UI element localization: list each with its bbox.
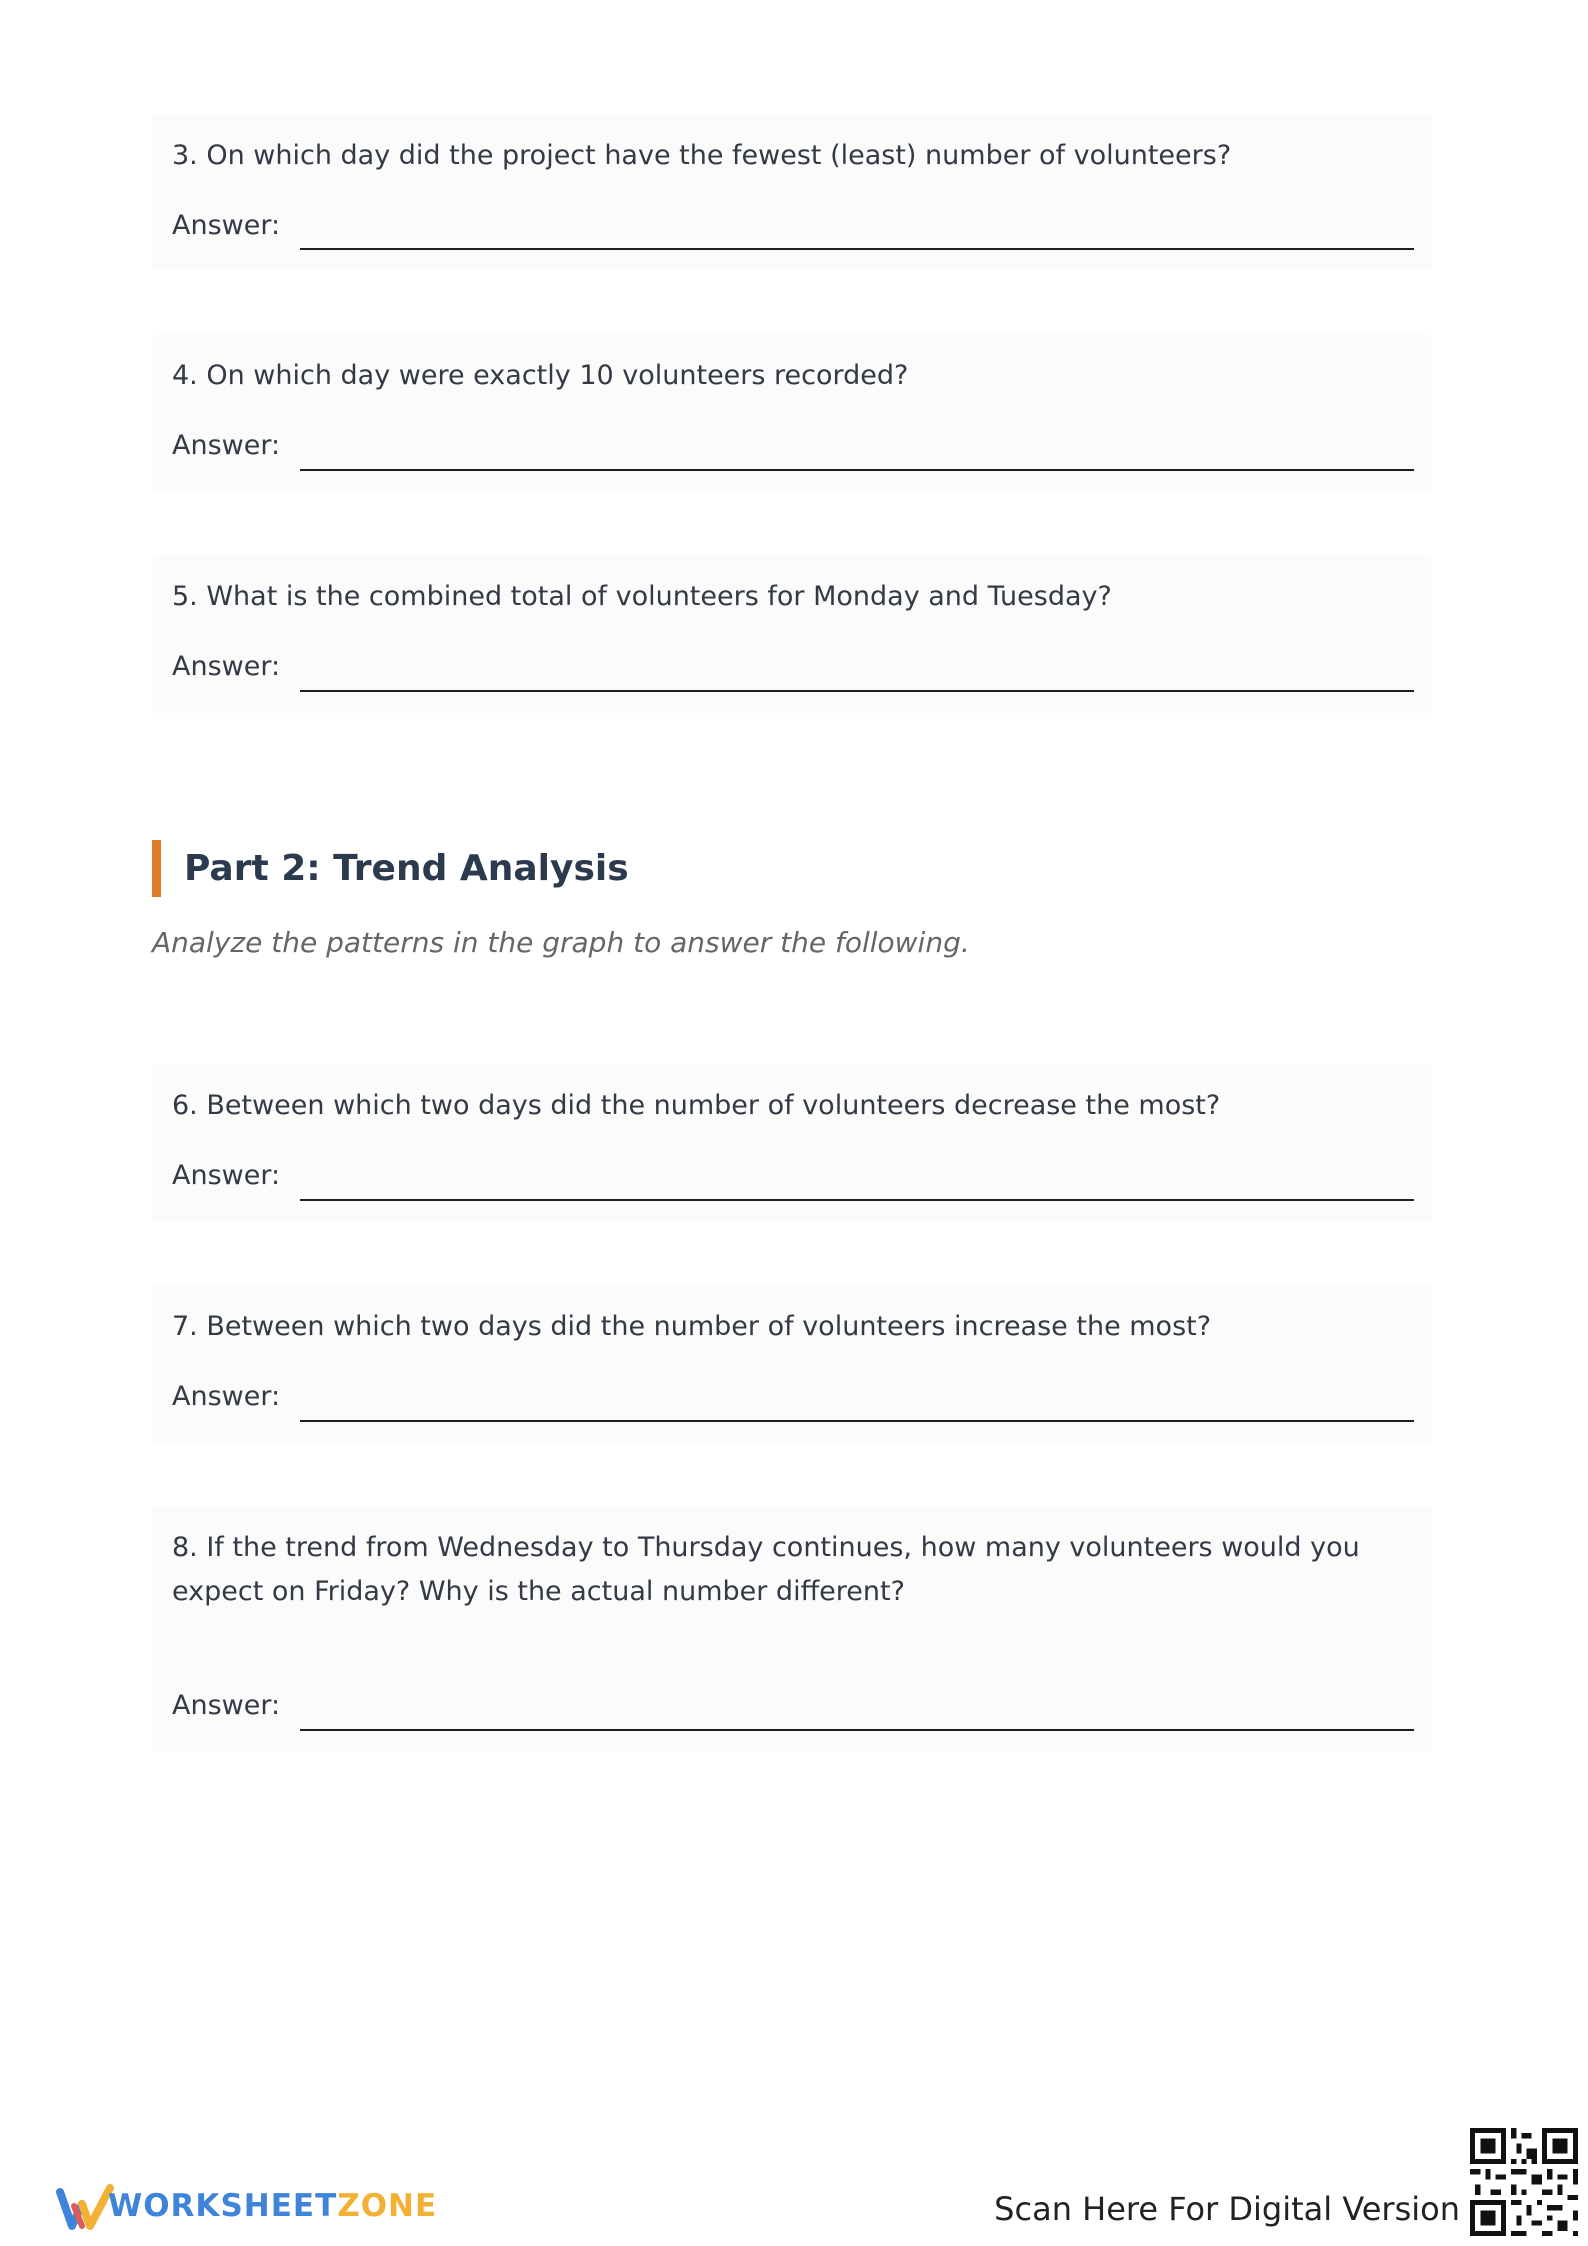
question-card bbox=[152, 1064, 1432, 1222]
brand-part-2: ZONE bbox=[337, 2188, 438, 2224]
answer-label: Answer: bbox=[172, 1690, 281, 1721]
qr-code-icon[interactable] bbox=[1470, 2128, 1578, 2236]
answer-label: Answer: bbox=[172, 1381, 281, 1412]
question-text: 4. On which day were exactly 10 volunteers recorded? bbox=[172, 360, 909, 391]
section-accent-bar bbox=[152, 840, 161, 897]
question-card bbox=[152, 555, 1432, 713]
question-card bbox=[152, 334, 1432, 492]
question-text: 8. If the trend from Wednesday to Thursday continues, how many volunteers would you expect on Friday? Why is the actual number different? bbox=[172, 1532, 1360, 1607]
answer-label: Answer: bbox=[172, 651, 281, 682]
answer-label: Answer: bbox=[172, 210, 281, 241]
answer-line[interactable] bbox=[300, 690, 1414, 692]
question-text: 6. Between which two days did the number of volunteers decrease the most? bbox=[172, 1090, 1221, 1121]
section-subtitle: Analyze the patterns in the graph to answer the following. bbox=[152, 926, 970, 959]
brand-name bbox=[108, 2188, 437, 2224]
question-card bbox=[152, 1506, 1432, 1752]
answer-line[interactable] bbox=[300, 248, 1414, 250]
answer-label: Answer: bbox=[172, 1160, 281, 1191]
answer-line[interactable] bbox=[300, 1729, 1414, 1731]
answer-label: Answer: bbox=[172, 430, 281, 461]
answer-line[interactable] bbox=[300, 469, 1414, 471]
question-card bbox=[152, 1285, 1432, 1443]
answer-line[interactable] bbox=[300, 1420, 1414, 1422]
section-title: Part 2: Trend Analysis bbox=[184, 848, 629, 889]
question-text: 7. Between which two days did the number of volunteers increase the most? bbox=[172, 1311, 1212, 1342]
question-card bbox=[152, 114, 1432, 270]
brand-part-1: WORKSHEET bbox=[108, 2188, 338, 2224]
scan-text: Scan Here For Digital Version bbox=[994, 2190, 1460, 2228]
question-text: 3. On which day did the project have the fewest (least) number of volunteers? bbox=[172, 140, 1232, 171]
answer-line[interactable] bbox=[300, 1199, 1414, 1201]
question-text: 5. What is the combined total of volunteers for Monday and Tuesday? bbox=[172, 581, 1112, 612]
